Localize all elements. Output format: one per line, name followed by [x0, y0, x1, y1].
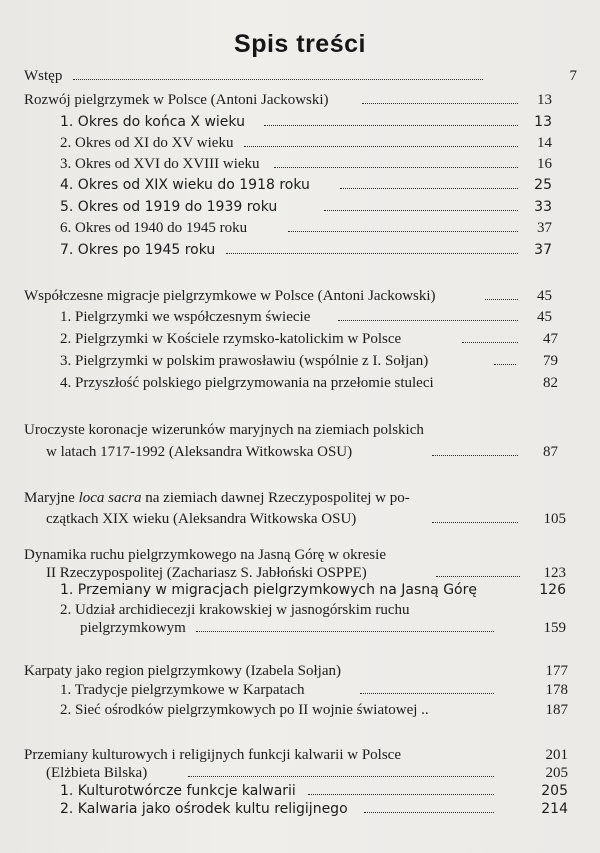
page-number: 82 — [543, 375, 558, 391]
entry-label: Dynamika ruchu pielgrzymkowego na Jasną Górę w okresie — [24, 547, 386, 563]
page-number: 159 — [543, 620, 566, 636]
toc-subentry — [0, 580, 600, 600]
dot-leader — [226, 253, 518, 254]
entry-label: Karpaty jako region pielgrzymkowy (Izabela Sołjan) — [24, 663, 341, 679]
entry-label: 2. Pielgrzymki w Kościele rzymsko-katolickim w Polsce — [60, 331, 402, 347]
toc-entry — [0, 661, 600, 681]
entry-label: 1. Kulturotwórcze funkcje kalwarii — [60, 783, 296, 799]
page-number: 187 — [545, 702, 568, 718]
toc-entry — [0, 90, 600, 110]
label-italic: loca sacra — [78, 490, 142, 506]
entry-label: 2. Sieć ośrodków pielgrzymkowych po II wojnie światowej .. — [60, 702, 429, 718]
toc-subentry — [0, 351, 600, 371]
dot-leader — [338, 320, 518, 321]
entry-label: 3. Pielgrzymki w polskim prawosławiu (wspólnie z I. Sołjan) — [60, 353, 429, 369]
toc-subentry — [0, 700, 600, 720]
entry-label: 1. Tradycje pielgrzymkowe w Karpatach — [60, 682, 305, 698]
dot-leader — [462, 342, 518, 343]
toc-subentry — [0, 680, 600, 700]
toc-entry-continuation — [0, 509, 600, 529]
toc-subentry-continuation — [0, 618, 600, 638]
toc-subentry — [0, 218, 600, 238]
page-number: 178 — [545, 682, 568, 698]
entry-label: Przemiany kulturowych i religijnych funkcji kalwarii w Polsce — [24, 747, 401, 763]
page-number: 13 — [534, 114, 552, 130]
toc-subentry — [0, 781, 600, 801]
page-number: 79 — [543, 353, 558, 369]
dot-leader — [244, 146, 518, 147]
entry-label: 4. Przyszłość polskiego pielgrzymowania na przełomie stuleci — [60, 375, 434, 391]
toc-entry — [0, 745, 600, 765]
page-number: 37 — [537, 220, 552, 236]
toc-subentry — [0, 329, 600, 349]
toc-entry — [0, 66, 600, 86]
toc-subentry — [0, 799, 600, 819]
dot-leader — [432, 522, 518, 523]
entry-label: 6. Okres od 1940 do 1945 roku — [60, 220, 248, 236]
toc-entry — [0, 545, 600, 565]
entry-label — [24, 488, 410, 508]
dot-leader — [196, 631, 494, 632]
entry-label: 7. Okres po 1945 roku — [60, 242, 216, 258]
entry-label: czątkach XIX wieku (Aleksandra Witkowska OSU) — [46, 511, 357, 527]
entry-label: 1. Okres do końca X wieku — [60, 114, 245, 130]
entry-label: (Elżbieta Bilska) — [46, 765, 148, 781]
toc-entry-continuation — [0, 763, 600, 783]
entry-label: 2. Okres od XI do XV wieku — [60, 135, 234, 151]
page-number: 214 — [541, 801, 568, 817]
page-number: 45 — [537, 309, 552, 325]
toc-entry — [0, 420, 600, 440]
entry-label: 5. Okres od 1919 do 1939 roku — [60, 199, 278, 215]
entry-label: Uroczyste koronacje wizerunków maryjnych na ziemiach polskich — [24, 422, 424, 438]
entry-label: pielgrzymkowym — [80, 620, 186, 636]
toc-subentry — [0, 154, 600, 174]
entry-label: 1. Pielgrzymki we współczesnym świecie — [60, 309, 311, 325]
dot-leader — [362, 103, 518, 104]
toc-subentry — [0, 240, 600, 260]
entry-label: w latach 1717-1992 (Aleksandra Witkowska OSU) — [46, 444, 353, 460]
page-number: 201 — [545, 747, 568, 763]
page-number: 37 — [534, 242, 552, 258]
page-title: Spis treści — [234, 30, 366, 58]
entry-label: II Rzeczypospolitej (Zachariasz S. Jabłoński OSPPE) — [46, 565, 367, 581]
dot-leader — [264, 125, 518, 126]
dot-leader — [436, 576, 520, 577]
toc-entry — [0, 488, 600, 508]
dot-leader — [324, 210, 518, 211]
entry-label: 1. Przemiany w migracjach pielgrzymkowych na Jasną Górę — [60, 582, 477, 598]
page-number: 177 — [545, 663, 568, 679]
entry-label: Współczesne migracje pielgrzymkowe w Polsce (Antoni Jackowski) — [24, 288, 436, 304]
toc-subentry — [0, 175, 600, 195]
dot-leader — [274, 167, 518, 168]
toc-subentry — [0, 373, 600, 393]
dot-leader — [340, 188, 518, 189]
page-number: 123 — [543, 565, 566, 581]
toc-subentry — [0, 197, 600, 217]
toc-subentry — [0, 112, 600, 132]
label-text: Maryjne — [24, 490, 79, 506]
page-number: 205 — [545, 765, 568, 781]
page-number: 7 — [569, 68, 577, 84]
dot-leader — [188, 776, 494, 777]
page-number: 16 — [537, 156, 552, 172]
toc-subentry — [0, 307, 600, 327]
page-number: 47 — [543, 331, 558, 347]
page-number: 45 — [537, 288, 552, 304]
dot-leader — [308, 794, 494, 795]
entry-label: 3. Okres od XVI do XVIII wieku — [60, 156, 260, 172]
page-number: 87 — [543, 444, 558, 460]
dot-leader — [494, 364, 516, 365]
page-number: 13 — [537, 92, 552, 108]
toc-entry — [0, 286, 600, 306]
page-number: 14 — [537, 135, 552, 151]
entry-label: 2. Udział archidiecezji krakowskiej w jasnogórskim ruchu — [60, 602, 410, 618]
page-number: 126 — [539, 582, 566, 598]
page-number: 105 — [543, 511, 566, 527]
page-number: 25 — [534, 177, 552, 193]
dot-leader — [432, 455, 518, 456]
dot-leader — [360, 693, 494, 694]
toc-entry-continuation — [0, 442, 600, 462]
entry-label: Rozwój pielgrzymek w Polsce (Antoni Jackowski) — [24, 92, 329, 108]
dot-leader — [364, 812, 494, 813]
toc-subentry — [0, 133, 600, 153]
label-text: na ziemiach dawnej Rzeczypospolitej w po- — [141, 490, 410, 506]
toc-subentry — [0, 600, 600, 620]
page-number: 205 — [541, 783, 568, 799]
entry-label: 4. Okres od XIX wieku do 1918 roku — [60, 177, 310, 193]
dot-leader — [73, 79, 483, 80]
entry-label: Wstęp — [24, 68, 63, 84]
page-number: 33 — [534, 199, 552, 215]
dot-leader — [288, 231, 518, 232]
entry-label: 2. Kalwaria jako ośrodek kultu religijnego — [60, 801, 348, 817]
